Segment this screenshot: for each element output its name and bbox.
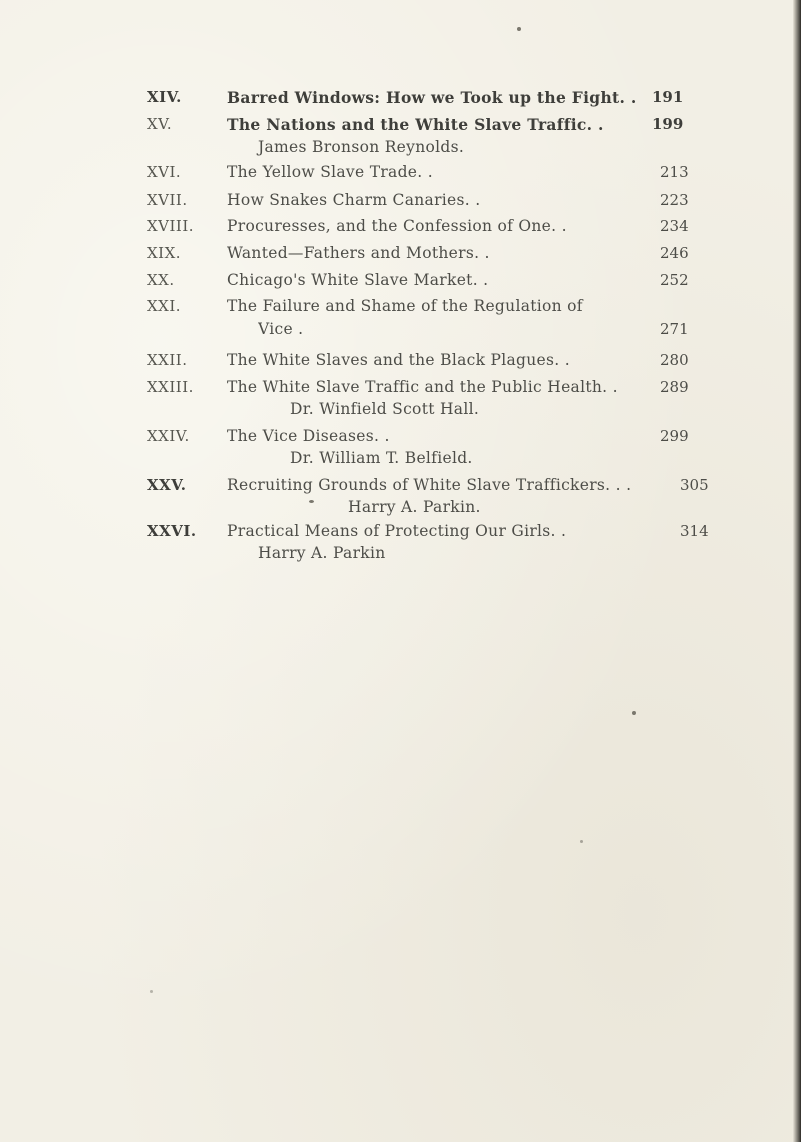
chapter-number: XIV. [147, 88, 182, 106]
toc-entry-xxv [0, 476, 801, 500]
page-number: 246 [660, 244, 689, 262]
chapter-number: XX. [147, 271, 175, 289]
toc-entry-xviii [0, 217, 801, 241]
toc-entry-xxvi [0, 522, 801, 546]
chapter-title: The Failure and Shame of the Regulation of [227, 297, 583, 315]
chapter-author: Harry A. Parkin [258, 544, 386, 562]
toc-entry-xvi [0, 163, 801, 187]
page-number: 305 [680, 476, 709, 494]
toc-entry-xxi-continued [0, 320, 801, 344]
toc-entry-xxi [0, 297, 801, 321]
paper-speck [632, 711, 636, 715]
chapter-number: XXIII. [147, 378, 194, 396]
chapter-number: XIX. [147, 244, 182, 262]
toc-entry-xiv [0, 88, 801, 112]
page-number: 234 [660, 217, 689, 235]
chapter-title-continued: Vice . [258, 320, 304, 338]
chapter-title: Recruiting Grounds of White Slave Traffickers. . . [227, 476, 632, 494]
toc-entry-xix [0, 244, 801, 268]
paper-speck [150, 990, 153, 993]
chapter-number: XVII. [147, 191, 188, 209]
chapter-title: The Nations and the White Slave Traffic. . [227, 115, 604, 134]
toc-entry-xxii [0, 351, 801, 375]
chapter-number: XXI. [147, 297, 182, 315]
chapter-number: XVIII. [147, 217, 195, 235]
chapter-number: XVI. [147, 163, 182, 181]
paper-speck [580, 840, 583, 843]
paper-speck [517, 27, 521, 31]
page-number: 271 [660, 320, 689, 338]
chapter-title: The Vice Diseases. . [227, 427, 390, 445]
page-number: 314 [680, 522, 709, 540]
chapter-number: XV. [147, 115, 173, 133]
page-number: 191 [652, 88, 684, 106]
toc-entry-xx [0, 271, 801, 295]
chapter-title: The Yellow Slave Trade. . [227, 163, 433, 181]
paper-speck [309, 500, 314, 503]
chapter-number: XXV. [147, 476, 187, 494]
chapter-title: The White Slaves and the Black Plagues. . [227, 351, 570, 369]
chapter-title: The White Slave Traffic and the Public Health. . [227, 378, 618, 396]
page-number: 252 [660, 271, 689, 289]
page-number: 280 [660, 351, 689, 369]
page-number: 299 [660, 427, 689, 445]
page-number: 199 [652, 115, 684, 133]
page-number: 289 [660, 378, 689, 396]
chapter-number: XXIV. [147, 427, 190, 445]
chapter-author: Dr. Winfield Scott Hall. [290, 400, 480, 418]
chapter-author: Harry A. Parkin. [348, 498, 481, 516]
chapter-author: James Bronson Reynolds. [258, 138, 465, 156]
toc-entry-xxiii [0, 378, 801, 402]
chapter-title: Practical Means of Protecting Our Girls. . [227, 522, 567, 540]
chapter-title: Barred Windows: How we Took up the Fight. . [227, 88, 637, 107]
toc-entry-xxiv [0, 427, 801, 451]
toc-entry-xv [0, 115, 801, 139]
page-number: 213 [660, 163, 689, 181]
chapter-number: XXVI. [147, 522, 197, 540]
chapter-title: How Snakes Charm Canaries. . [227, 191, 481, 209]
chapter-title: Wanted—Fathers and Mothers. . [227, 244, 490, 262]
chapter-title: Chicago's White Slave Market. . [227, 271, 489, 289]
toc-entry-xvii [0, 191, 801, 215]
chapter-title: Procuresses, and the Confession of One. . [227, 217, 567, 235]
page-number: 223 [660, 191, 689, 209]
chapter-author: Dr. William T. Belfield. [290, 449, 473, 467]
chapter-number: XXII. [147, 351, 188, 369]
